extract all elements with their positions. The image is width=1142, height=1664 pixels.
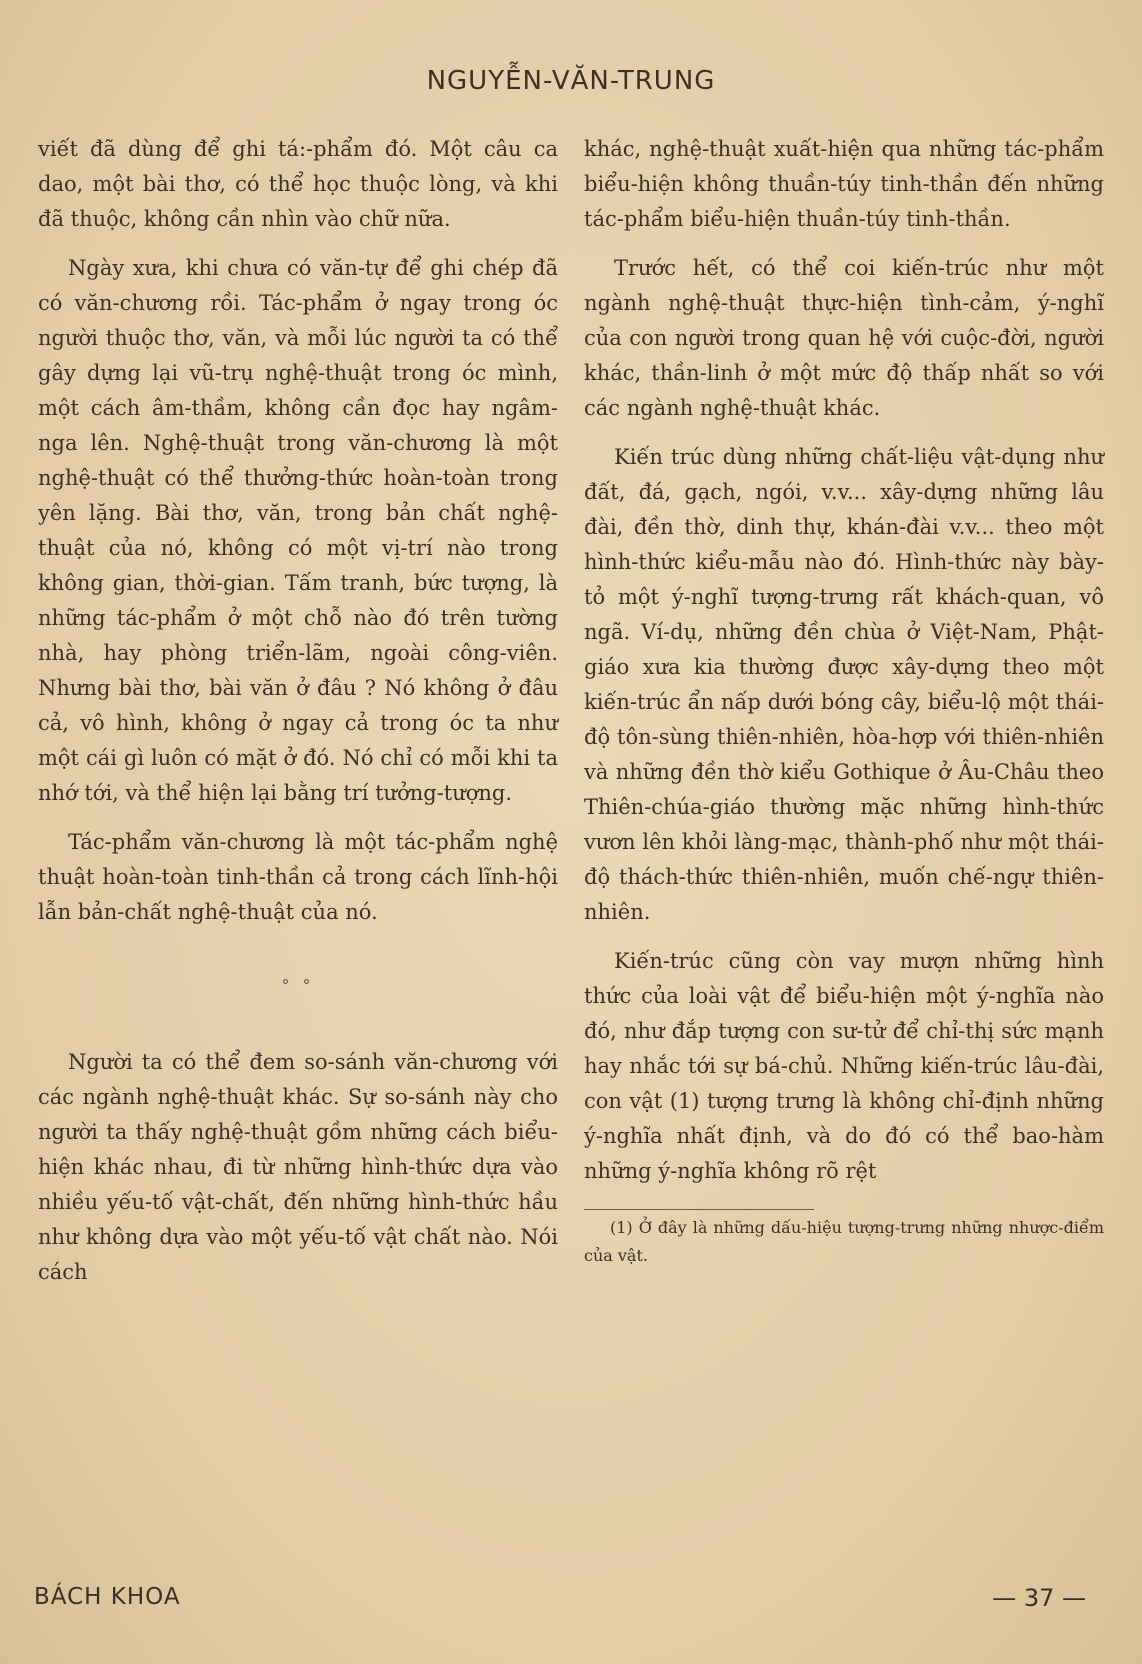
running-title: NGUYỄN-VĂN-TRUNG xyxy=(426,66,716,96)
right-paragraph-2: Trước hết, có thể coi kiến-trúc như một ngành nghệ-thuật thực-hiện tình-cảm, ý-nghĩ của con người trong quan hệ với cuộc-đời, người khác, thần-linh ở một mức độ thấp nhất so với các ngành nghệ-thuật khác. xyxy=(584,256,1104,420)
journal-name: BÁCH KHOA xyxy=(34,1584,181,1610)
right-column xyxy=(584,132,1104,1270)
section-ornament: ° ° xyxy=(281,976,315,995)
right-paragraph-4: Kiến-trúc cũng còn vay mượn những hình thức của loài vật để biểu-hiện một ý-nghĩa nào đó, như đắp tượng con sư-tử để chỉ-thị sức mạnh hay nhắc tới sự bá-chủ. Những kiến-trúc lâu-đài, con vật (1) tượng trưng là không chỉ-định những ý-nghĩa nhất định, và do đó có thể bao-hàm những ý-nghĩa không rõ rệt xyxy=(584,949,1104,1183)
left-column xyxy=(38,132,558,1304)
right-paragraph-1: khác, nghệ-thuật xuất-hiện qua những tác-phẩm biểu-hiện không thuần-túy tinh-thần đến những tác-phẩm biểu-hiện thuần-túy tinh-thần. xyxy=(584,137,1104,231)
right-paragraph-3: Kiến trúc dùng những chất-liệu vật-dụng như đất, đá, gạch, ngói, v.v... xây-dựng những lâu đài, đền thờ, dinh thự, khán-đài v.v... theo một hình-thức kiểu-mẫu nào đó. Hình-thức này bày-tỏ một ý-nghĩ tượng-trưng rất khách-quan, vô ngã. Ví-dụ, những đền chùa ở Việt-Nam, Phật-giáo xưa kia thường được xây-dựng theo một kiến-trúc ẩn nấp dưới bóng cây, biểu-lộ một thái-độ tôn-sùng thiên-nhiên, hòa-hợp với thiên-nhiên và những đền thờ kiểu Gothique ở Âu-Châu theo Thiên-chúa-giáo thường mặc những hình-thức vươn lên khỏi làng-mạc, thành-phố như một thái-độ thách-thức thiên-nhiên, muốn chế-ngự thiên-nhiên. xyxy=(584,445,1104,924)
page-number: — 37 — xyxy=(992,1584,1086,1612)
footnote: (1) Ở đây là những dấu-hiệu tượng-trưng những nhược-điểm của vật. xyxy=(584,1218,1104,1265)
left-paragraph-4: Người ta có thể đem so-sánh văn-chương với các ngành nghệ-thuật khác. Sự so-sánh này cho người ta thấy nghệ-thuật gồm những cách biểu-hiện khác nhau, đi từ những hình-thức dựa vào nhiều yếu-tố vật-chất, đến những hình-thức hầu như không dựa vào một yếu-tố vật chất nào. Nói cách xyxy=(38,1050,558,1284)
left-paragraph-2: Ngày xưa, khi chưa có văn-tự để ghi chép đã có văn-chương rồi. Tác-phẩm ở ngay trong óc người thuộc thơ, văn, và mỗi lúc người ta có thể gây dựng lại vũ-trụ nghệ-thuật trong óc mình, một cách âm-thầm, không cần đọc hay ngâm-nga lên. Nghệ-thuật trong văn-chương là một nghệ-thuật có thể thưởng-thức hoàn-toàn trong yên lặng. Bài thơ, văn, trong bản chất nghệ-thuật của nó, không có một vị-trí nào trong không gian, thời-gian. Tấm tranh, bức tượng, là những tác-phẩm ở một chỗ nào đó trên tường nhà, hay phòng triển-lãm, ngoài công-viên. Nhưng bài thơ, bài văn ở đâu ? Nó không ở đâu cả, vô hình, không ở ngay cả trong óc ta như một cái gì luôn có mặt ở đó. Nó chỉ có mỗi khi ta nhớ tới, và thể hiện lại bằng trí tưởng-tượng. xyxy=(38,256,558,805)
left-paragraph-1: viết đã dùng để ghi tá:-phẩm đó. Một câu ca dao, một bài thơ, có thể học thuộc lòng, và khi đã thuộc, không cần nhìn vào chữ nữa. xyxy=(38,137,558,231)
left-paragraph-3: Tác-phẩm văn-chương là một tác-phẩm nghệ thuật hoàn-toàn tinh-thần cả trong cách lĩnh-hội lẫn bản-chất nghệ-thuật của nó. xyxy=(38,830,558,924)
